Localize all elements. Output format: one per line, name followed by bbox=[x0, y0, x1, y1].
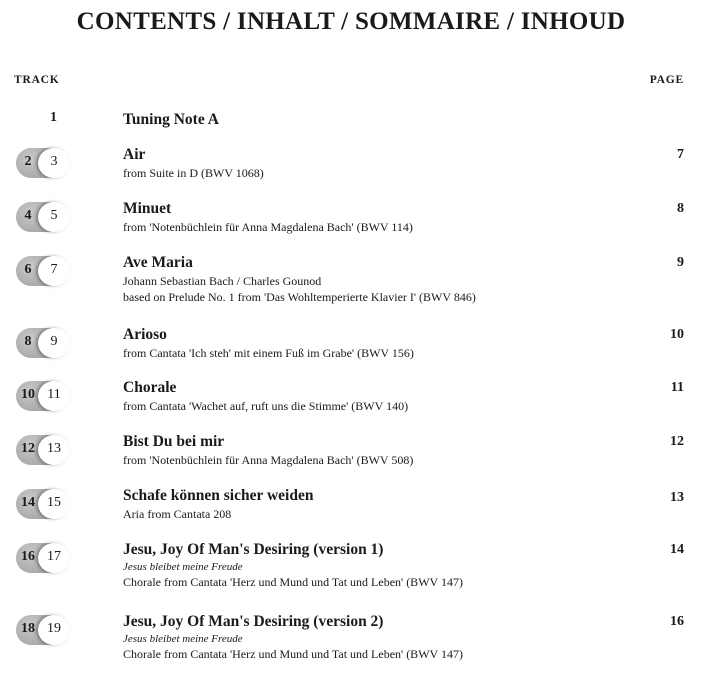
piece-title: Jesu, Joy Of Man's Desiring (version 2) bbox=[123, 613, 384, 630]
page-number: 7 bbox=[677, 147, 684, 162]
piece-title: Bist Du bei mir bbox=[123, 433, 225, 450]
page-number: 12 bbox=[670, 434, 684, 449]
page-number: 16 bbox=[670, 614, 684, 629]
track-number-a: 16 bbox=[21, 549, 35, 564]
piece-german-title: Jesus bleibet meine Freude bbox=[123, 633, 243, 645]
page-number: 13 bbox=[670, 490, 684, 505]
track-number-b: 13 bbox=[47, 441, 61, 456]
page-number: 14 bbox=[670, 542, 684, 557]
piece-source: Aria from Cantata 208 bbox=[123, 507, 232, 521]
track-badge bbox=[14, 432, 74, 462]
track-number-b: 7 bbox=[50, 262, 58, 277]
piece-title: Tuning Note A bbox=[123, 111, 219, 128]
piece-composers: Johann Sebastian Bach / Charles Gounod bbox=[123, 274, 322, 288]
piece-german-title: Jesus bleibet meine Freude bbox=[123, 561, 243, 573]
piece-source: from Suite in D (BWV 1068) bbox=[123, 166, 264, 180]
track-badge bbox=[14, 199, 74, 229]
piece-source: Chorale from Cantata 'Herz und Mund und Tat und Leben' (BWV 147) bbox=[123, 647, 463, 661]
track-badge bbox=[14, 325, 74, 355]
track-number-a: 18 bbox=[21, 621, 35, 636]
track-number-a: 12 bbox=[21, 441, 35, 456]
piece-source: from 'Notenbüchlein für Anna Magdalena Bach' (BWV 508) bbox=[123, 453, 414, 467]
track-number-a: 8 bbox=[24, 334, 32, 349]
page-number: 10 bbox=[670, 327, 684, 342]
page-number: 11 bbox=[670, 380, 684, 395]
page-title: CONTENTS / INHALT / SOMMAIRE / INHOUD bbox=[76, 8, 626, 35]
track-number-b: 11 bbox=[47, 387, 61, 402]
piece-title: Air bbox=[123, 146, 146, 163]
piece-title: Ave Maria bbox=[123, 254, 193, 271]
track-badge bbox=[14, 253, 74, 283]
track-number-b: 17 bbox=[47, 549, 61, 564]
piece-title: Schafe können sicher weiden bbox=[123, 487, 314, 504]
track-number-b: 9 bbox=[50, 334, 58, 349]
piece-title: Minuet bbox=[123, 200, 172, 217]
track-number-b: 19 bbox=[47, 621, 61, 636]
track-number-b: 15 bbox=[47, 495, 61, 510]
page-number: 8 bbox=[677, 201, 684, 216]
piece-source: from Cantata 'Wachet auf, ruft uns die Stimme' (BWV 140) bbox=[123, 399, 409, 413]
piece-title: Chorale bbox=[123, 379, 177, 396]
track-single-number: 1 bbox=[50, 110, 57, 125]
piece-title: Arioso bbox=[123, 326, 167, 343]
track-column-header: TRACK bbox=[14, 74, 60, 86]
piece-source: based on Prelude No. 1 from 'Das Wohltemperierte Klavier I' (BWV 846) bbox=[123, 290, 476, 304]
page-number: 9 bbox=[677, 255, 684, 270]
piece-source: from Cantata 'Ich steh' mit einem Fuß im Grabe' (BWV 156) bbox=[123, 346, 414, 360]
track-number bbox=[14, 110, 74, 140]
track-number-a: 14 bbox=[21, 495, 35, 510]
track-number-a: 2 bbox=[24, 154, 32, 169]
track-badge bbox=[14, 486, 74, 516]
track-badge bbox=[14, 612, 74, 642]
track-number-a: 4 bbox=[24, 208, 32, 223]
track-number-b: 5 bbox=[50, 208, 58, 223]
track-number-a: 6 bbox=[24, 262, 32, 277]
piece-title: Jesu, Joy Of Man's Desiring (version 1) bbox=[123, 541, 384, 558]
track-badge bbox=[14, 145, 74, 175]
track-badge bbox=[14, 540, 74, 570]
track-number-b: 3 bbox=[50, 154, 58, 169]
piece-source: from 'Notenbüchlein für Anna Magdalena Bach' (BWV 114) bbox=[123, 220, 413, 234]
track-number-a: 10 bbox=[21, 387, 35, 402]
piece-source: Chorale from Cantata 'Herz und Mund und Tat und Leben' (BWV 147) bbox=[123, 575, 463, 589]
page-column-header: PAGE bbox=[649, 74, 684, 86]
track-badge bbox=[14, 378, 74, 408]
